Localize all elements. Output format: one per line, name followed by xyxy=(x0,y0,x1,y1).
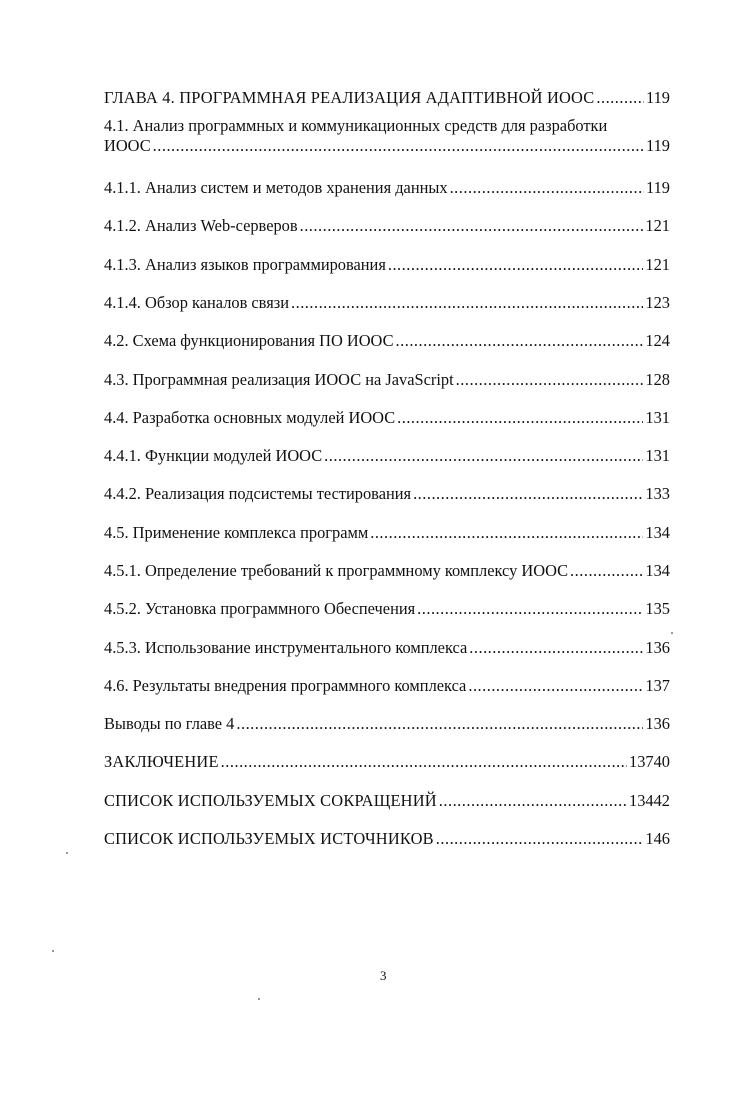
toc-entry-title: 4.4. Разработка основных модулей ИООС xyxy=(104,408,396,427)
toc-entry-title: 4.2. Схема функционирования ПО ИООС xyxy=(104,331,394,350)
toc-entry-title: 4.5.1. Определение требований к программному комплексу ИООС xyxy=(104,561,569,580)
toc-entry xyxy=(104,484,670,504)
toc-page-number: 133 xyxy=(645,484,670,503)
toc-page-number: 119 xyxy=(646,88,670,107)
toc-leader-dots xyxy=(439,791,627,811)
toc-entry-title: СПИСОК ИСПОЛЬЗУЕМЫХ СОКРАЩЕНИЙ xyxy=(104,791,437,810)
toc-page-number: 136 xyxy=(645,638,670,657)
toc-leader-dots xyxy=(236,714,643,734)
toc-entry-title: 4.5.2. Установка программного Обеспечения xyxy=(104,599,416,618)
toc-leader-dots xyxy=(596,88,644,108)
toc-leader-dots xyxy=(291,293,643,313)
toc-page-number: 124 xyxy=(645,331,670,350)
toc-entry-title: 4.4.2. Реализация подсистемы тестирования xyxy=(104,484,412,503)
toc-page-number: 13442 xyxy=(629,791,670,810)
toc-leader-dots xyxy=(456,370,644,390)
toc-page-number: 123 xyxy=(645,293,670,312)
toc-entry-title: 4.3. Программная реализация ИООС на JavaScript xyxy=(104,370,454,389)
toc-page-number: 134 xyxy=(645,523,670,542)
toc-entry xyxy=(104,446,670,466)
toc-entry xyxy=(104,370,670,390)
toc-page-number: 119 xyxy=(646,136,670,155)
toc-leader-dots xyxy=(468,676,643,696)
toc-entry-title-continued: ИООС xyxy=(104,136,151,155)
toc-entry-title: ЗАКЛЮЧЕНИЕ xyxy=(104,752,219,771)
toc-leader-dots xyxy=(221,752,627,772)
toc-entry xyxy=(104,638,670,658)
toc-leader-dots xyxy=(450,178,644,198)
toc-leader-dots xyxy=(570,561,643,581)
toc-leader-dots xyxy=(153,136,644,156)
toc-entry-title: 4.5. Применение комплекса программ xyxy=(104,523,369,542)
toc-entry-title: 4.1.2. Анализ Web-серверов xyxy=(104,216,298,235)
toc-entry-title: 4.6. Результаты внедрения программного комплекса xyxy=(104,676,467,695)
toc-leader-dots xyxy=(436,829,644,849)
toc-entry-title: 4.4.1. Функции модулей ИООС xyxy=(104,446,323,465)
toc-entry xyxy=(104,599,670,619)
toc-entry-title: ГЛАВА 4. ПРОГРАММНАЯ РЕАЛИЗАЦИЯ АДАПТИВНОЙ ИООС xyxy=(104,88,595,107)
toc-page-number: 121 xyxy=(645,216,670,235)
toc-entry xyxy=(104,216,670,236)
toc-page-number: 146 xyxy=(645,829,670,848)
scan-speck xyxy=(258,998,260,1000)
toc-leader-dots xyxy=(324,446,643,466)
toc-leader-dots xyxy=(397,408,643,428)
toc-leader-dots xyxy=(370,523,643,543)
toc-leader-dots xyxy=(413,484,643,504)
scan-speck xyxy=(671,632,673,634)
toc-page-number: 137 xyxy=(645,676,670,695)
toc-page-number: 136 xyxy=(645,714,670,733)
toc-entry xyxy=(104,331,670,351)
scan-speck xyxy=(66,852,68,854)
toc-page-number: 119 xyxy=(646,178,670,197)
toc-entry-title: 4.5.3. Использование инструментального комплекса xyxy=(104,638,468,657)
toc-entry xyxy=(104,408,670,428)
toc-entry xyxy=(104,178,670,198)
toc-page-number: 131 xyxy=(645,408,670,427)
toc-entry xyxy=(104,116,670,160)
toc-entry xyxy=(104,752,670,772)
toc-entry xyxy=(104,255,670,275)
page-number: 3 xyxy=(380,968,387,983)
toc-entry xyxy=(104,523,670,543)
toc-leader-dots xyxy=(300,216,644,236)
toc-leader-dots xyxy=(396,331,644,351)
toc-entry xyxy=(104,714,670,734)
toc-entry-title: 4.1.4. Обзор каналов связи xyxy=(104,293,289,312)
toc-page-number: 128 xyxy=(645,370,670,389)
toc-entry-title: 4.1. Анализ программных и коммуникационных средств для разработки xyxy=(104,116,608,135)
toc-entry xyxy=(104,561,670,581)
toc-entry xyxy=(104,791,670,811)
toc-entry xyxy=(104,829,670,849)
toc-page-number: 135 xyxy=(645,599,670,618)
toc-chapter-heading xyxy=(104,88,670,108)
toc-entry xyxy=(104,293,670,313)
toc-entry-title: 4.1.3. Анализ языков программирования xyxy=(104,255,386,274)
toc-entry xyxy=(104,676,670,696)
toc-leader-dots xyxy=(469,638,643,658)
toc-page-number: 13740 xyxy=(629,752,670,771)
toc-leader-dots xyxy=(388,255,644,275)
toc-page-number: 131 xyxy=(645,446,670,465)
toc-entry-title: СПИСОК ИСПОЛЬЗУЕМЫХ ИСТОЧНИКОВ xyxy=(104,829,434,848)
toc-entry-title: Выводы по главе 4 xyxy=(104,714,235,733)
scan-speck xyxy=(52,950,54,952)
toc-page-number: 121 xyxy=(645,255,670,274)
toc-leader-dots xyxy=(417,599,643,619)
toc-entry-title: 4.1.1. Анализ систем и методов хранения данных xyxy=(104,178,448,197)
toc-page-number: 134 xyxy=(645,561,670,580)
